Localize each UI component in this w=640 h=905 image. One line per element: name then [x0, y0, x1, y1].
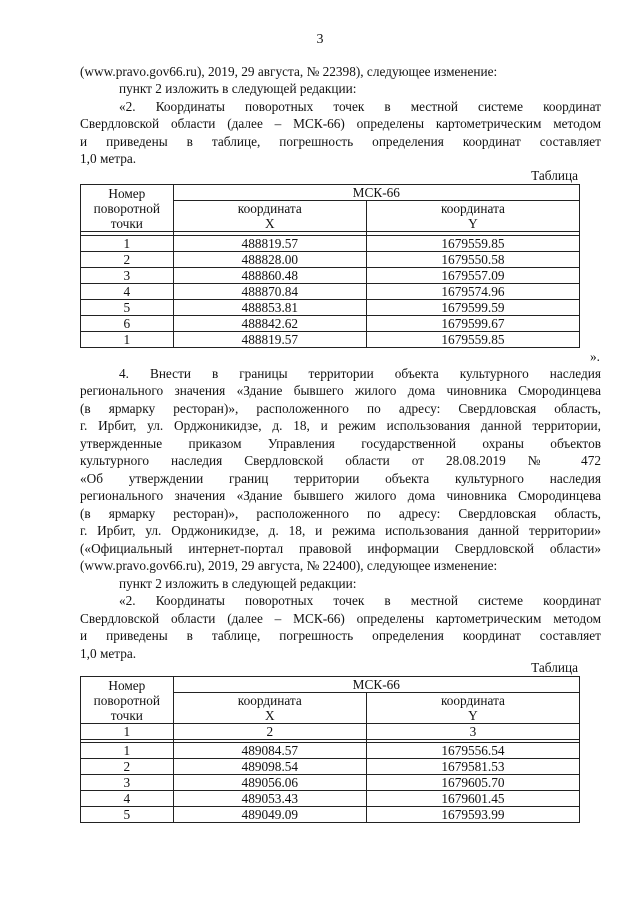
header-y: координата Y: [366, 201, 579, 232]
table-row: 3 489056.06 1679605.70: [81, 775, 580, 791]
text-line: «2. Координаты поворотных точек в местной системе координат: [119, 593, 601, 608]
table-row: 3 488860.48 1679557.09: [81, 268, 580, 284]
text-line: г. Ирбит, ул. Орджоникидзе, д. 18, и режим использования данной территории,: [80, 418, 601, 433]
header-point-number: Номер поворотной точки: [81, 677, 174, 724]
table-row: 5 489049.09 1679593.99: [81, 807, 580, 823]
header-point-number: Номер поворотной точки: [81, 185, 174, 232]
text-line: «2. Координаты поворотных точек в местной системе координат: [119, 99, 601, 114]
table-row: 4 488870.84 1679574.96: [81, 284, 580, 300]
closing-quote: ».: [590, 349, 600, 364]
text-line: (www.pravo.gov66.ru), 2019, 29 августа, № 22400), следующее изменение:: [80, 558, 498, 573]
table-row: 6 488842.62 1679599.67: [81, 316, 580, 332]
text-line: 1,0 метра.: [80, 151, 137, 166]
table-caption: Таблица: [531, 168, 578, 183]
text-line: (в ярмарку ресторан)», расположенного по адресу: Свердловская область,: [80, 506, 601, 521]
table-row: 1 489084.57 1679556.54: [81, 743, 580, 759]
text-line: 4. Внести в границы территории объекта культурного наследия: [119, 366, 601, 381]
text-line: регионального значения «Здание бывшего жилого дома чиновника Смородинцева: [80, 488, 601, 503]
table-row: 4 489053.43 1679601.45: [81, 791, 580, 807]
text-line: утвержденные приказом Управления государственной охраны объектов: [80, 436, 601, 451]
header-msk66: МСК-66: [173, 185, 579, 201]
table-row: 1 488819.57 1679559.85: [81, 236, 580, 252]
text-line: («Официальный интернет-портал правовой информации Свердловской области»: [80, 541, 601, 556]
header-x: координата X: [173, 201, 366, 232]
text-line: пункт 2 изложить в следующей редакции:: [119, 576, 357, 591]
text-line: (в ярмарку ресторан)», расположенного по адресу: Свердловская область,: [80, 401, 601, 416]
text-line: г. Ирбит, ул. Орджоникидзе, д. 18, и режима использования данной территории»: [80, 523, 601, 538]
text-line: пункт 2 изложить в следующей редакции:: [119, 81, 357, 96]
text-line: Свердловской области (далее – МСК-66) определены картометрическим методом: [80, 116, 601, 131]
text-line: «Об утверждении границ территории объекта культурного наследия: [80, 471, 601, 486]
text-line: регионального значения «Здание бывшего жилого дома чиновника Смородинцева: [80, 383, 601, 398]
page-number: 3: [316, 32, 324, 47]
text-line: 1,0 метра.: [80, 646, 137, 661]
table-row: 5 488853.81 1679599.59: [81, 300, 580, 316]
table-row: 1 488819.57 1679559.85: [81, 332, 580, 348]
text-line: культурного наследия Свердловской области от 28.08.2019 № 472: [80, 453, 601, 468]
coordinates-table-2: [80, 676, 580, 823]
header-msk66: МСК-66: [173, 677, 579, 693]
text-line: Свердловской области (далее – МСК-66) определены картометрическим методом: [80, 611, 601, 626]
coordinates-table-1: [80, 184, 580, 348]
header-y: координата Y: [366, 693, 579, 724]
text-line: и приведены в таблице, погрешность определения координат составляет: [80, 134, 601, 149]
table-caption: Таблица: [531, 660, 578, 675]
text-line: (www.pravo.gov66.ru), 2019, 29 августа, № 22398), следующее изменение:: [80, 64, 498, 79]
table-row: 2 489098.54 1679581.53: [81, 759, 580, 775]
table-index-row: 1 2 3: [81, 724, 580, 740]
table-row: 2 488828.00 1679550.58: [81, 252, 580, 268]
text-line: и приведены в таблице, погрешность определения координат составляет: [80, 628, 601, 643]
header-x: координата X: [173, 693, 366, 724]
